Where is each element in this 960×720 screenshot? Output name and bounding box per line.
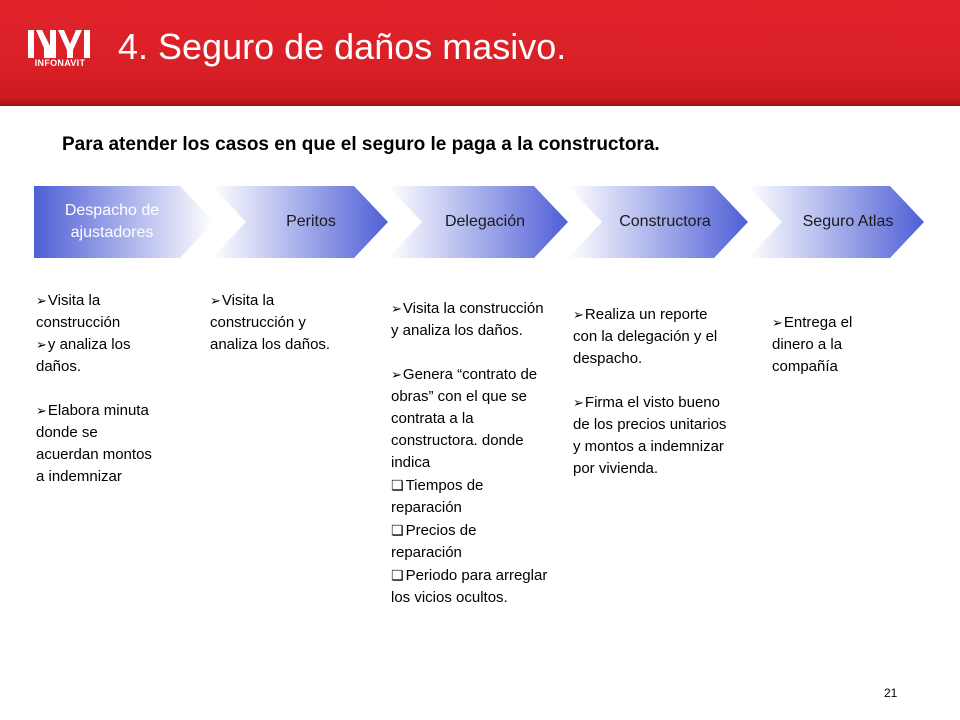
bullet-item [36, 400, 164, 488]
bullet-text: Realiza un reporte con la delegación y el despacho. [573, 306, 718, 367]
spacer [36, 378, 164, 400]
bullet-text: Visita la construcción y analiza los daños. [210, 292, 331, 353]
bullet-text: Periodo para arreglar los vicios ocultos. [391, 567, 548, 606]
bullet-item [772, 312, 882, 378]
bullet-item [391, 564, 549, 609]
process-step-label: Seguro Atlas [802, 213, 894, 230]
bullet-text: Elabora minuta donde se acuerdan montos a indemnizar [36, 402, 152, 485]
bullet-item [573, 304, 735, 370]
page-number: 21 [884, 686, 898, 700]
square-bullet-icon: ❏ [391, 477, 404, 493]
step-3-details [391, 298, 549, 609]
step-5-details [772, 312, 882, 378]
arrow-bullet-icon: ➢ [573, 307, 584, 322]
bullet-item [391, 474, 549, 519]
process-step-label: Constructora [619, 213, 711, 230]
arrow-bullet-icon: ➢ [391, 367, 402, 382]
bullet-item [391, 364, 549, 474]
arrow-bullet-icon: ➢ [36, 403, 47, 418]
subtitle: Para atender los casos en que el seguro le paga a la constructora. [62, 134, 660, 155]
bullet-text: Visita la construcción [36, 292, 121, 331]
arrow-bullet-icon: ➢ [772, 315, 783, 330]
bullet-text: Visita la construcción y analiza los daños. [391, 300, 544, 339]
step-2-details [210, 290, 332, 356]
header-shade [0, 98, 960, 106]
bullet-item [391, 519, 549, 564]
spacer [573, 370, 735, 392]
step-4-details [573, 304, 735, 480]
step-1-details [36, 290, 164, 488]
bullet-item [36, 334, 164, 378]
bullet-text: Entrega el dinero a la compañía [772, 314, 853, 375]
arrow-bullet-icon: ➢ [36, 293, 47, 308]
bullet-text: Genera “contrato de obras” con el que se contrata a la constructora. donde indica [391, 366, 538, 471]
arrow-bullet-icon: ➢ [210, 293, 221, 308]
square-bullet-icon: ❏ [391, 567, 404, 583]
page-title: 4. Seguro de daños masivo. [118, 26, 567, 67]
bullet-text: Precios de reparación [391, 522, 477, 561]
process-step-label: Delegación [444, 213, 526, 230]
process-step-label: Despacho de ajustadores [64, 202, 160, 241]
bullet-item [573, 392, 735, 480]
process-step-label: Peritos [286, 213, 336, 230]
bullet-text: Firma el visto bueno de los precios unitarios y montos a indemnizar por vivienda. [573, 394, 727, 477]
bullet-item [36, 290, 164, 334]
square-bullet-icon: ❏ [391, 522, 404, 538]
arrow-bullet-icon: ➢ [391, 301, 402, 316]
bullet-item [391, 298, 549, 342]
bullet-text: Tiempos de reparación [391, 477, 484, 516]
spacer [391, 342, 549, 364]
logo-text: INFONAVIT [34, 58, 86, 68]
bullet-item [210, 290, 332, 356]
bullet-text: y analiza los daños. [36, 336, 131, 375]
arrow-bullet-icon: ➢ [573, 395, 584, 410]
header-banner [0, 0, 960, 106]
arrow-bullet-icon: ➢ [36, 337, 47, 352]
